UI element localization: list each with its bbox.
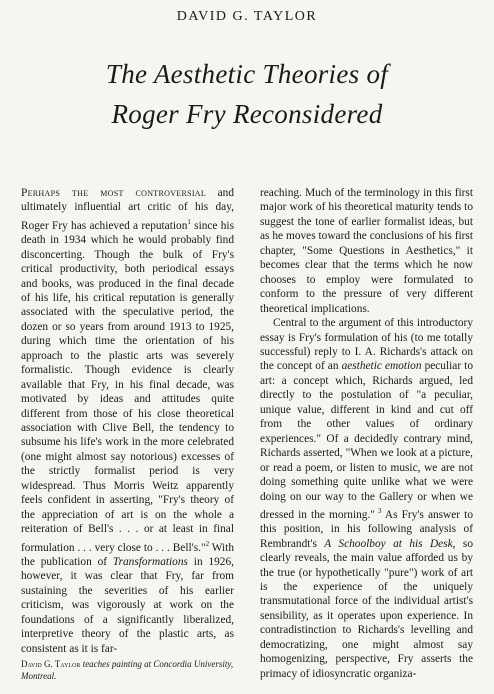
footnote-ref-1: 1 (187, 217, 191, 226)
italic-term: aesthetic emotion (341, 360, 422, 373)
text-run: , so clearly reveals, the main value afforded us by the true (or hypothetically "pure") work of art is the experience of the uniquely transmutational force of the individual artist's sensibility, as it operates upon experience. In contradistinction to Richards's levelling and democratizing, one might almost say homogenizing, perspective, Fry asserts the primacy of idiosyncratic organiza- (260, 537, 473, 680)
title-line-1: The Aesthetic Theories of (105, 59, 389, 89)
footnote-ref-3: 3 (374, 506, 382, 515)
text-run: With the publication of (21, 541, 234, 568)
author-note (21, 658, 234, 682)
text-run: Central to the argument of this introductory essay is Fry's formulation of his (to me totally successful) reply to I. A. Richards's attack on the concept of an (260, 317, 473, 373)
paragraph (260, 316, 473, 681)
text-run: in 1926, however, it was clear that Fry, far from sustaining the severities of his earlier criticism, was vigorously at work on the foundations of a significantly liberalized, interpretive theory of the plastic arts, as consistent as it is far- (21, 555, 234, 655)
paragraph: reaching. Much of the terminology in this first major work of his theoretical maturity tends to suggest the tone of earlier formalist ideas, but as he moves toward the conclusions of his first chapter, "Some Questions in Aesthetics," it becomes clear that the terms which he now chooses to employ were formulated to conform to the pressure of very different theoretical implications. (260, 187, 473, 315)
author-note-name: David G. Taylor (21, 659, 81, 669)
paragraph (21, 186, 234, 656)
artwork-title: A Schoolboy at his Desk (324, 537, 453, 550)
title-line-2: Roger Fry Reconsidered (111, 99, 383, 129)
text-run: peculiar to art: a concept which, Richards argued, led directly to the postulation of "a peculiar, unique value, different in kind and cut off from the other values of ordinary experiences." Of a decidedly contrary mind, Richards asserted, "When we look at a picture, or read a poem, or listen to music, we are not doing something quite unlike what we were doing on our way to the Gallery or when we dressed in the morning." (260, 360, 473, 521)
footnote-ref-2: 2 (205, 539, 210, 548)
author-name: DAVID G. TAYLOR (176, 9, 318, 24)
right-column (260, 186, 473, 681)
book-title: Transformations (112, 555, 188, 568)
text-run: As Fry's answer to this position, in his following analysis of Rembrandt's (260, 508, 473, 550)
author-note-text: teaches painting at Concordia University, Montreal. (21, 659, 234, 681)
text-run: and ultimately influential art critic of his day, Roger Fry has achieved a reputation (21, 187, 235, 232)
text-run: since his death in 1934 which he would probably find disconcerting. Though the bulk of Fry's critical productivity, both periodical essays and books, was produced in the final decade of his life, his critical reputation is generally associated with the speculative period, the dozen or so years from around 1913 to 1925, during which time the orientation of his approach to the plastic arts was severely formalistic. Though evidence is clearly available that Fry, in his final decade, was motivated by ideas and attitudes quite different from those of his close theoretical association with Clive Bell, the tendency to subsume his life's work in the more celebrated (one might almost say notorious) excesses of the strictly formalist period is very widespread. Thus Morris Weitz apparently feels confident in asserting, "Fry's theory of the appreciation of art is on the whole a reiteration of Bell's . . . or at least in final formulation . . . very close to . . . Bell's." (21, 219, 234, 554)
left-column (21, 186, 234, 656)
article-title (0, 54, 494, 134)
opening-smallcaps: Perhaps the most controversial (21, 187, 207, 199)
